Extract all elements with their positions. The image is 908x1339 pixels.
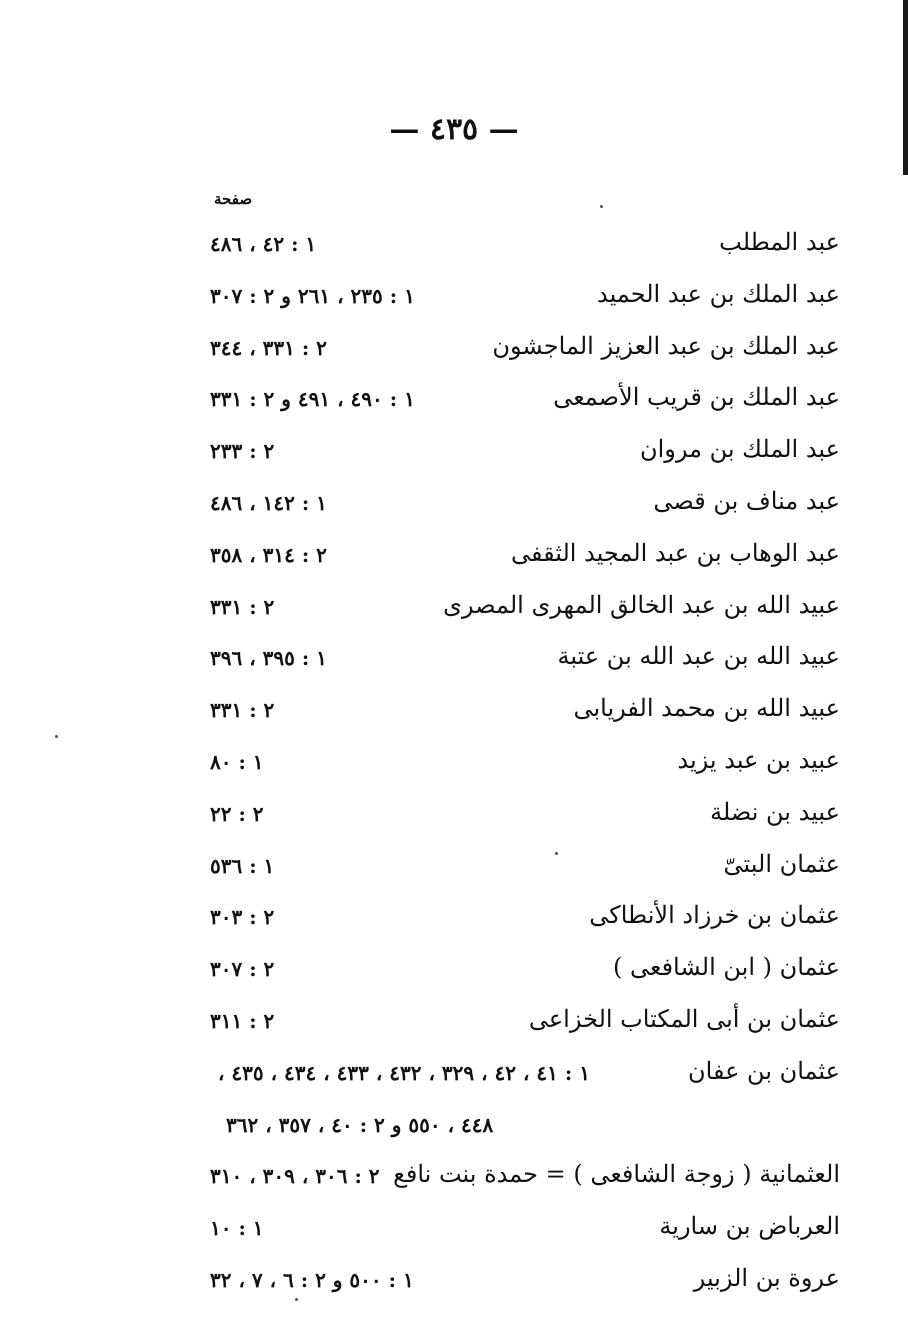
- entry-page-refs: ٢ : ٢٢: [210, 801, 264, 826]
- index-entry: [200, 377, 840, 429]
- entry-name: عبيد الله بن عبد الله بن عتبة: [557, 642, 840, 671]
- entry-name: العثمانية ( زوجة الشافعى ) = حمدة بنت نافع: [393, 1160, 840, 1189]
- index-entry: [200, 1154, 840, 1206]
- entry-name: عبد مناف بن قصى: [653, 486, 840, 515]
- entry-name: عروة بن الزبير: [693, 1263, 840, 1292]
- index-entry: [200, 1258, 840, 1310]
- index-entry: [200, 274, 840, 326]
- entry-name: عبد الملك بن عبد العزيز الماجشون: [492, 331, 840, 360]
- index-entry: [200, 326, 840, 378]
- entry-name: عثمان البتىّ: [723, 849, 840, 878]
- entry-page-refs: ٢ : ٣٣١: [210, 698, 275, 723]
- index-entry: [200, 636, 840, 688]
- index-entry: [200, 585, 840, 637]
- index-entry: [200, 895, 840, 947]
- entry-name: عبد الملك بن مروان: [639, 435, 840, 464]
- entry-page-refs: ٤٤٨ ، ٥٥٠ و ٢ : ٤٠ ، ٣٥٧ ، ٣٦٢: [226, 1112, 494, 1137]
- index-entry: [200, 222, 840, 274]
- index-entry: [200, 947, 840, 999]
- entry-page-refs: ٢ : ٣١١: [210, 1008, 275, 1033]
- entry-name: عبيد بن عبد يزيد: [677, 745, 840, 774]
- index-entry: [200, 1051, 840, 1103]
- entry-page-refs: ٢ : ٢٣٣: [210, 439, 275, 464]
- entry-name: عبيد الله بن محمد الفريابى: [573, 694, 840, 723]
- entry-page-refs: ٢ : ٣٠٣: [210, 905, 275, 930]
- index-entry: [200, 533, 840, 585]
- index-entry: [200, 999, 840, 1051]
- entry-page-refs: ١ : ١٠: [210, 1216, 264, 1241]
- index-entry: [200, 792, 840, 844]
- entry-name: عبد المطلب: [719, 228, 840, 256]
- entry-name: عثمان بن خرزاد الأنطاكى: [589, 901, 840, 930]
- entry-page-refs: ٢ : ٣٣١: [210, 594, 275, 619]
- index-entry-continuation: [200, 1103, 840, 1155]
- index-entry: [200, 481, 840, 533]
- entry-name: عثمان بن عفان: [688, 1056, 840, 1085]
- page-edge-line: [903, 0, 908, 175]
- entry-name: عبد الملك بن قريب الأصمعى: [553, 383, 840, 412]
- column-header: صفحة: [214, 190, 253, 208]
- entry-name: عبد الوهاب بن عبد المجيد الثقفى: [510, 538, 840, 567]
- index-entry: [200, 688, 840, 740]
- entry-name: عثمان ( ابن الشافعى ): [613, 953, 840, 982]
- entry-page-refs: ١ : ٤١ ، ٤٢ ، ٣٢٩ ، ٤٣٢ ، ٤٣٣ ، ٤٣٤ ، ٤٣٥ ،: [218, 1060, 590, 1085]
- entry-name: عبيد بن نضلة: [710, 797, 840, 826]
- scan-speck: [295, 1298, 298, 1301]
- entry-name: العرباض بن سارية: [659, 1212, 840, 1241]
- entry-page-refs: ٢ : ٣٠٧: [210, 957, 275, 982]
- entry-page-refs: ٢ : ٣١٤ ، ٣٥٨: [210, 542, 327, 567]
- page-number: — ٤٣٥ —: [389, 112, 519, 147]
- index-entry: [200, 1206, 840, 1258]
- entry-page-refs: ١ : ٣٩٥ ، ٣٩٦: [210, 646, 327, 671]
- entry-page-refs: ٢ : ٣٠٦ ، ٣٠٩ ، ٣١٠: [210, 1164, 380, 1189]
- scan-speck: [555, 852, 558, 855]
- entry-page-refs: ١ : ٥٠٠ و ٢ : ٦ ، ٧ ، ٣٢: [210, 1267, 414, 1292]
- scan-speck: [55, 735, 58, 738]
- entry-name: عبيد الله بن عبد الخالق المهرى المصرى: [443, 590, 840, 619]
- entry-name: عبد الملك بن عبد الحميد: [597, 279, 840, 308]
- index-entry: [200, 429, 840, 481]
- index-entry: [200, 740, 840, 792]
- entry-page-refs: ١ : ٤٢ ، ٤٨٦: [210, 232, 317, 256]
- entry-name: عثمان بن أبى المكتاب الخزاعى: [528, 1004, 840, 1033]
- entry-page-refs: ١ : ٢٣٥ ، ٢٦١ و ٢ : ٣٠٧: [210, 283, 415, 308]
- entry-page-refs: ٢ : ٣٣١ ، ٣٤٤: [210, 335, 327, 360]
- scan-speck: [600, 205, 603, 208]
- index-entries: [200, 222, 840, 1310]
- entry-page-refs: ١ : ٤٩٠ ، ٤٩١ و ٢ : ٣٣١: [210, 387, 415, 412]
- entry-page-refs: ١ : ١٤٢ ، ٤٨٦: [210, 490, 327, 515]
- entry-page-refs: ١ : ٥٣٦: [210, 853, 275, 878]
- index-entry: [200, 844, 840, 896]
- entry-page-refs: ١ : ٨٠: [210, 749, 264, 774]
